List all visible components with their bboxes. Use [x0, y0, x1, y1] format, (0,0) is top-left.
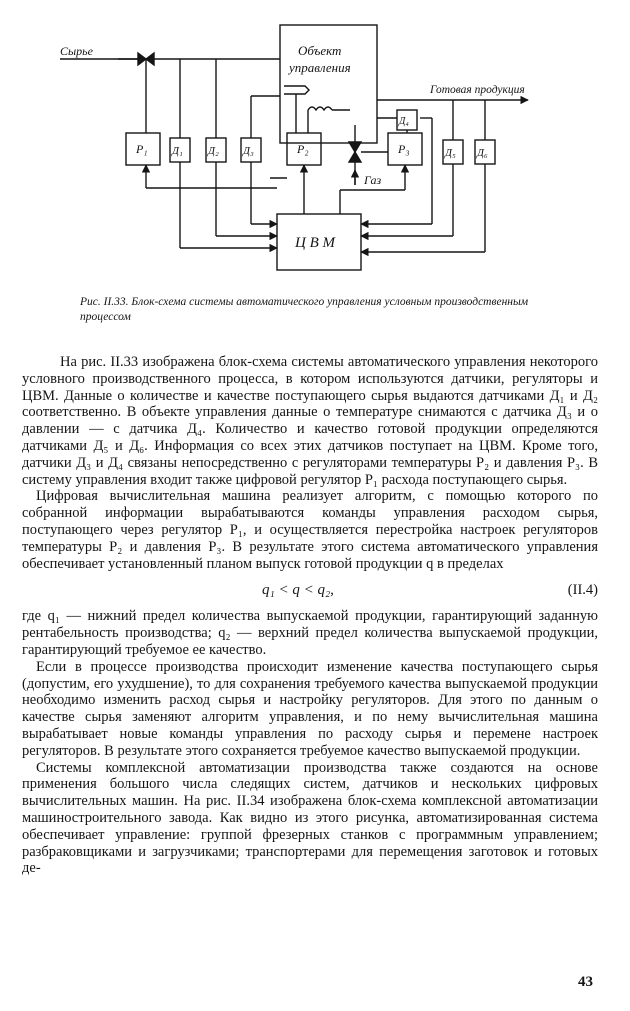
figure-caption: Рис. II.33. Блок-схема системы автоматического управления условным производственным процессом — [80, 296, 529, 323]
paragraph-5: Системы комплексной автоматизации производства также создаются на основе применения большого числа следящих систем, датчиков и нескольких цифровых вычислительных машин. На рис. II.34 изображена блок-схема комплексной автоматизации машиностроительного завода. Как видно из этого рисунка, автоматизированная система обеспечивает управление: группой фрезерных станков с программным управлением; разбраковщиками и загрузчиками; транспортерами для перемещения заготовок и готовых де- — [22, 759, 598, 877]
d1-label: Д₁ — [172, 145, 183, 157]
object-label-line2: управления — [289, 60, 351, 75]
object-label-line1: Объект — [298, 43, 342, 58]
raw-input-label: Сырье — [60, 44, 93, 58]
d4-label: Д₄ — [399, 116, 409, 127]
formula-ii-4 — [22, 572, 598, 608]
block-diagram — [0, 0, 630, 290]
p3-label: Р₃ — [398, 142, 410, 156]
gas-label: Газ — [364, 173, 382, 187]
paragraph-4: Если в процессе производства происходит изменение качества поступающего сырья (допустим, его ухудшение), то для сохранения требуемого качества выпускаемой продукции необходимо изменить расход сырья и настройку регуляторов. Для этого по данным о качестве сырья заменяют алгоритм управления, и по нему вычислительная машина вырабатывает новые команды управления по расходу сырья и перемене настроек регуляторов. В результате этого сохраняется требуемое качество выпускаемой продукции. — [22, 658, 598, 759]
p1-label: Р₁ — [136, 142, 148, 156]
computer-label: Ц В М — [295, 235, 335, 251]
page-number: 43 — [578, 974, 593, 990]
p2-label: Р₂ — [297, 142, 309, 156]
paragraph-2: Цифровая вычислительная машина реализует алгоритм, с помощью которого по собранной информации вырабатываются команды управления расходом сырья, поступающего через регулятор Р₁, и осуществляется перестройка настроек регуляторов температуры Р₂ и давления Р₃. В результате этого система автоматического управления обеспечивает установленный планом выпуск готовой продукции q в пределах — [22, 488, 598, 572]
d3-label: Д₃ — [243, 145, 254, 157]
body-text — [22, 354, 598, 877]
paragraph-1: На рис. II.33 изображена блок-схема системы автоматического управления некоторого условного производственного процесса, в котором используются датчики, регуляторы и ЦВМ. Данные о количестве и качестве поступающего сырья выдаются датчиками Д₁ и Д₂ соответственно. В объекте управления данные о температуре снимаются с датчика Д₃ и о давлении — с датчика Д₄. Количество и качество готовой продукции определяются датчиками Д₅ и Д₆. Информация со всех этих датчиков поступает на ЦВМ. Кроме того, датчики Д₃ и Д₄ связаны непосредственно с регуляторами температуры Р₂ и давления Р₃. В систему управления входит также цифровой регулятор Р₁ расхода поступающего сырья. — [22, 354, 598, 488]
formula-expression: q₁ < q < q₂, — [262, 582, 334, 599]
formula-number: (II.4) — [567, 582, 598, 599]
paragraph-3: где q₁ — нижний предел количества выпускаемой продукции, гарантирующий заданную рентабельность производства; q₂ — верхний предел количества выпускаемой продукции, гарантирующий требуемое ее качество. — [22, 608, 598, 658]
d2-label: Д₂ — [208, 145, 219, 157]
d6-label: Д₆ — [477, 147, 488, 159]
d5-label: Д₅ — [445, 147, 456, 159]
product-output-label: Готовая продукция — [430, 84, 525, 96]
